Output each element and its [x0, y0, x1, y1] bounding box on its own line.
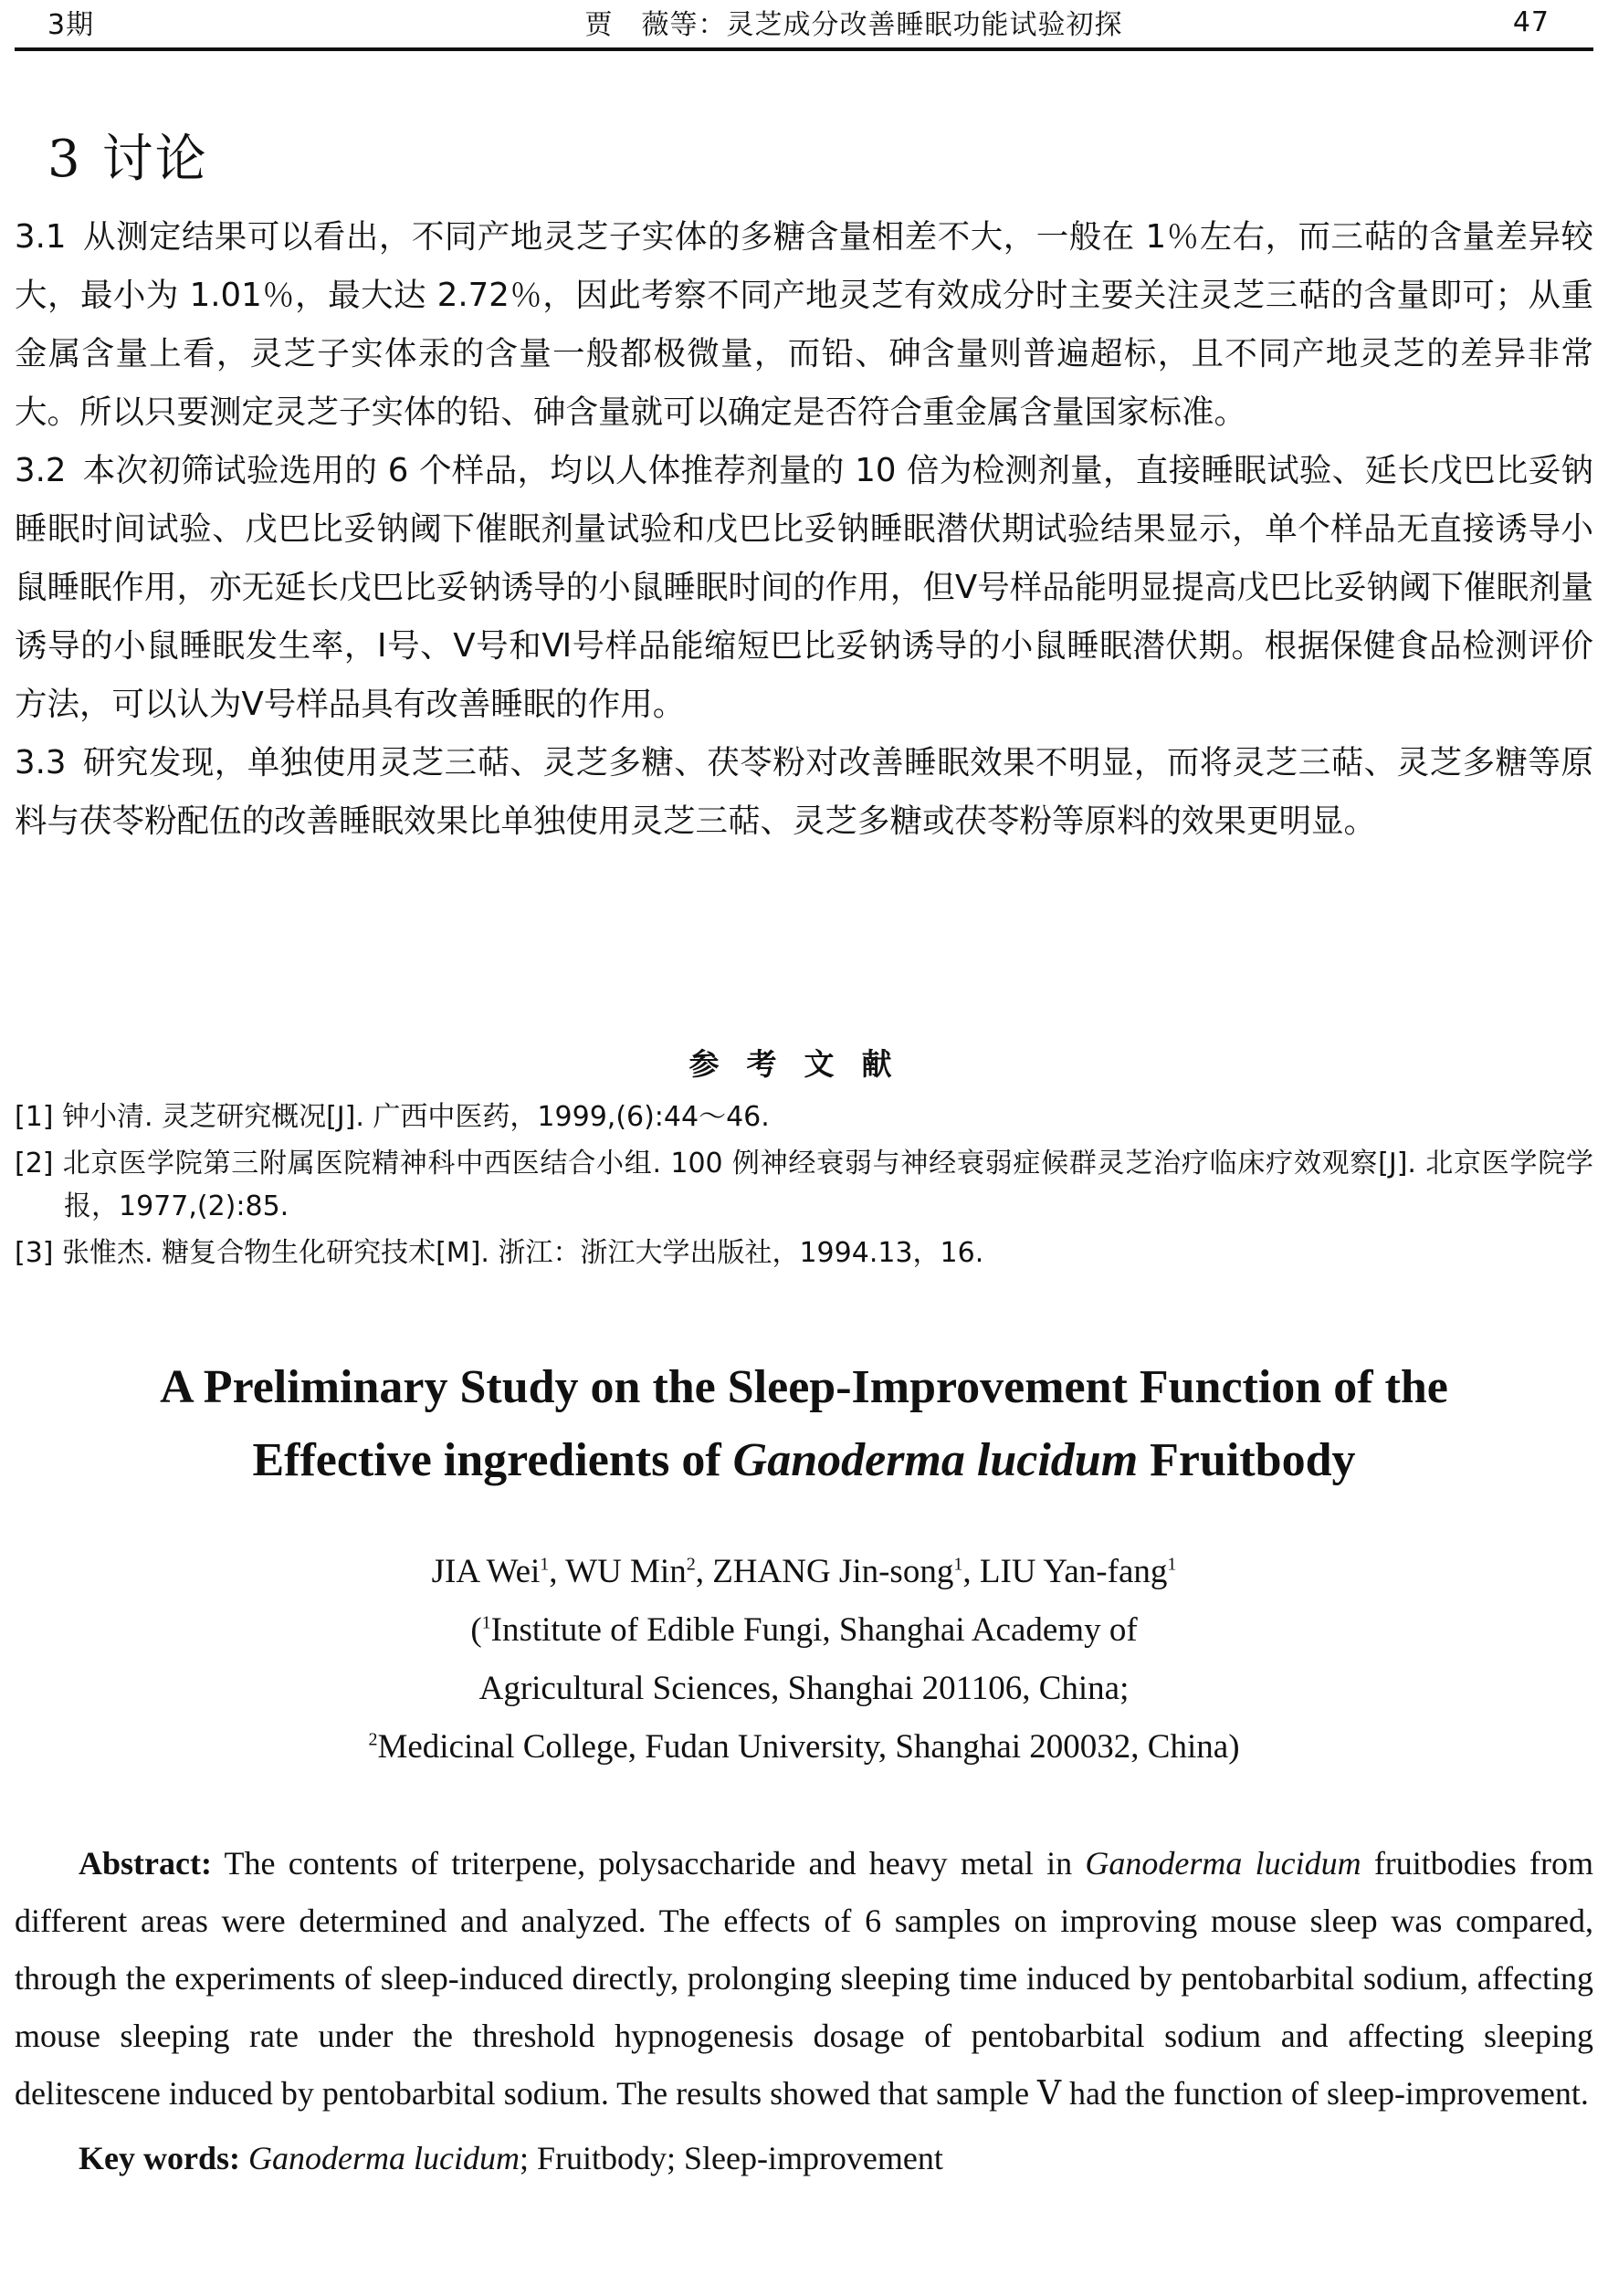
- affiliation-line-2: Agricultural Sciences, Shanghai 201106, China;: [478, 1670, 1130, 1707]
- paragraph-3-1: [15, 208, 1593, 442]
- affiliation-marker: 1: [481, 1612, 491, 1633]
- affiliation-line-3: [0, 1718, 1608, 1777]
- abstract-text: fruitbodies from different areas were determined and analyzed. The effects of 6 samples on improving mouse sleep was compared, through the experiments of sleep-induced directly, prolonging sleeping time induced by pentobarbital sodium, affecting mouse sleeping rate under the threshold hypnogenesis dosage of pentobarbital sodium and affecting sleeping delitescene induced by pentobarbital sodium. The results showed that sample Ⅴ had the function of sleep-improvement.: [15, 1845, 1594, 2112]
- author-list: JIA Wei$^1$, WU Min$^2$, ZHANG Jin-song$^1$, LIU Yan-fang$^1$: [431, 1553, 1177, 1590]
- affiliation-marker: 2: [368, 1729, 378, 1750]
- author-name: LIU Yan-fang: [979, 1553, 1168, 1590]
- authors-block: [0, 1543, 1608, 1777]
- section-number: 3: [47, 130, 82, 189]
- references-list: [15, 1096, 1593, 1278]
- header-rule: [15, 47, 1593, 51]
- affiliation-marker: 1: [1167, 1554, 1177, 1575]
- reference-item: [3] 张惟杰. 糖复合物生化研究技术[M]. 浙江：浙江大学出版社，1994.13，16.: [15, 1237, 984, 1269]
- species-name: Ganoderma lucidum: [1085, 1845, 1361, 1882]
- paragraph-text: 本次初筛试验选用的 6 个样品，均以人体推荐剂量的 10 倍为检测剂量，直接睡眠试验、延长戊巴比妥钠睡眠时间试验、戊巴比妥钠阈下催眠剂量试验和戊巴比妥钠睡眠潜伏期试验结果显示，单个样品无直接诱导小鼠睡眠作用，亦无延长戊巴比妥钠诱导的小鼠睡眠时间的作用，但Ⅴ号样品能明显提高戊巴比妥钠阈下催眠剂量诱导的小鼠睡眠发生率，Ⅰ号、Ⅴ号和Ⅵ号样品能缩短巴比妥钠诱导的小鼠睡眠潜伏期。根据保健食品检测评价方法，可以认为Ⅴ号样品具有改善睡眠的作用。: [15, 452, 1593, 723]
- abstract-label: Abstract:: [79, 1845, 212, 1882]
- discussion-body: [15, 208, 1593, 851]
- issue-number: 3期: [47, 9, 95, 41]
- paragraph-number: 3.3: [15, 744, 67, 781]
- reference-item: [1] 钟小清. 灵芝研究概况[J]. 广西中医药，1999,(6):44～46.: [15, 1101, 770, 1133]
- abstract-block: [15, 1835, 1593, 2187]
- affiliation-line-1: ($^1$Institute of Edible Fungi, Shanghai Academy of: [470, 1611, 1138, 1649]
- abstract-text: The contents of triterpene, polysaccharide and heavy metal in: [211, 1845, 1086, 1882]
- keyword: Ganoderma lucidum: [247, 2140, 520, 2176]
- title-text: Effective ingredients of: [252, 1434, 733, 1486]
- paragraph-3-2: [15, 442, 1593, 734]
- author-name: ZHANG Jin-song: [712, 1553, 954, 1590]
- keywords-text: ; Fruitbody; Sleep-improvement: [519, 2140, 943, 2176]
- references-heading: 参考文献: [688, 1046, 920, 1082]
- running-title: 贾 薇等：灵芝成分改善睡眠功能试验初探: [584, 9, 1123, 41]
- affiliation-marker: 1: [540, 1554, 550, 1575]
- english-title-line-1: A Preliminary Study on the Sleep-Improvement Function of the: [160, 1361, 1448, 1413]
- affiliation-marker: 1: [953, 1554, 963, 1575]
- affiliation-text: Medicinal College, Fudan University, Shanghai 200032, China): [377, 1728, 1240, 1766]
- reference-item: [2] 北京医学院第三附属医院精神科中西医结合小组. 100 例神经衰弱与神经衰弱症候群灵芝治疗临床疗效观察[J]. 北京医学院学报，1977,(2):85.: [15, 1148, 1593, 1222]
- english-title-line-2: [37, 1424, 1571, 1497]
- affiliation-text: Institute of Edible Fungi, Shanghai Academy of: [490, 1611, 1138, 1649]
- running-header: [15, 0, 1593, 44]
- species-name: Ganoderma lucidum: [732, 1434, 1139, 1486]
- keywords-label: Key words:: [79, 2140, 240, 2176]
- paragraph-3-3: [15, 734, 1593, 851]
- page-number: 47: [1512, 5, 1550, 38]
- paragraph-number: 3.2: [15, 452, 67, 489]
- paragraph-text: 从测定结果可以看出，不同产地灵芝子实体的多糖含量相差不大，一般在 1％左右，而三萜的含量差异较大，最小为 1.01％，最大达 2.72％，因此考察不同产地灵芝有效成分时主要关注灵芝三萜的含量即可；从重金属含量上看，灵芝子实体汞的含量一般都极微量，而铅、砷含量则普遍超标，且不同产地灵芝的差异非常大。所以只要测定灵芝子实体的铅、砷含量就可以确定是否符合重金属含量国家标准。: [15, 218, 1593, 431]
- section-heading: [47, 119, 208, 192]
- author-name: WU Min: [565, 1553, 687, 1590]
- author-name: JIA Wei: [431, 1553, 541, 1590]
- paragraph-number: 3.1: [15, 218, 67, 256]
- title-text: Fruitbody: [1138, 1434, 1356, 1486]
- paragraph-text: 研究发现，单独使用灵芝三萜、灵芝多糖、茯苓粉对改善睡眠效果不明显，而将灵芝三萜、灵芝多糖等原料与茯苓粉配伍的改善睡眠效果比单独使用灵芝三萜、灵芝多糖或茯苓粉等原料的效果更明显。: [15, 744, 1593, 840]
- abstract-paragraph: [15, 1835, 1593, 2123]
- keywords-line: [15, 2130, 1593, 2187]
- english-title: [37, 1351, 1571, 1497]
- section-title: 讨论: [101, 130, 208, 189]
- affiliation-marker: 2: [686, 1554, 696, 1575]
